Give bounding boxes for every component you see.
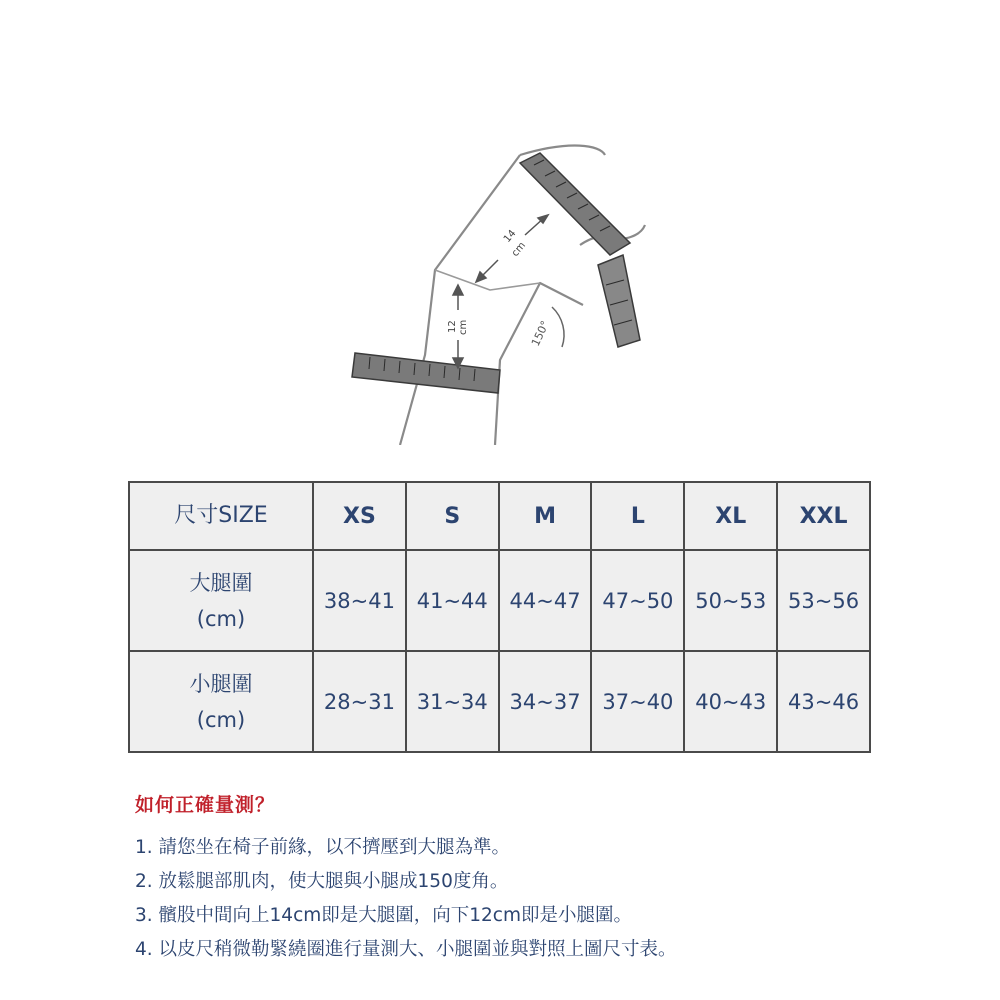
thigh-unit: (cm) [196, 606, 246, 631]
calf-value-s: 31~34 [406, 651, 499, 752]
size-xl: XL [684, 482, 777, 550]
instruction-step-2: 2. 放鬆腿部肌肉，使大腿與小腿成150度角。 [135, 871, 509, 892]
calf-label: 小腿圍 [189, 671, 253, 696]
calf-value-m: 34~37 [499, 651, 592, 752]
thigh-row [129, 550, 870, 651]
calf-value-xs: 28~31 [313, 651, 406, 752]
thigh-value-m: 44~47 [499, 550, 592, 651]
thigh-distance-label: 14 [501, 228, 519, 245]
thigh-row-label [129, 550, 313, 651]
instruction-step-1: 1. 請您坐在椅子前緣，以不擠壓到大腿為準。 [135, 837, 511, 858]
calf-value-l: 37~40 [591, 651, 684, 752]
instruction-step-4: 4. 以皮尺稍微勒緊繞圈進行量測大、小腿圍並與對照上圖尺寸表。 [135, 939, 677, 960]
calf-row [129, 651, 870, 752]
size-chart-table [128, 481, 871, 753]
thigh-tape [520, 153, 640, 347]
size-header-label: 尺寸SIZE [129, 482, 313, 550]
thigh-value-l: 47~50 [591, 550, 684, 651]
calf-unit: (cm) [196, 707, 246, 732]
thigh-distance-unit: cm [509, 240, 529, 259]
calf-row-label [129, 651, 313, 752]
calf-tape [352, 353, 500, 393]
size-l: L [591, 482, 684, 550]
instruction-step-3: 3. 髕股中間向上14cm即是大腿圍，向下12cm即是小腿圍。 [135, 905, 632, 926]
calf-value-xxl: 43~46 [777, 651, 870, 752]
thigh-value-xl: 50~53 [684, 550, 777, 651]
thigh-value-xxl: 53~56 [777, 550, 870, 651]
angle-label: 150° [528, 318, 552, 349]
thigh-label: 大腿圍 [189, 570, 253, 595]
instructions-title: 如何正確量測？ [135, 794, 276, 816]
calf-distance-label: 12 [447, 320, 458, 333]
knee-measurement-diagram [340, 125, 660, 445]
angle-arc [552, 307, 564, 347]
instruction-steps [135, 831, 677, 967]
measuring-instructions [135, 790, 677, 967]
size-s: S [406, 482, 499, 550]
thigh-value-xs: 38~41 [313, 550, 406, 651]
thigh-value-s: 41~44 [406, 550, 499, 651]
calf-value-xl: 40~43 [684, 651, 777, 752]
size-xs: XS [313, 482, 406, 550]
size-m: M [499, 482, 592, 550]
size-xxl: XXL [777, 482, 870, 550]
calf-distance-unit: cm [458, 319, 469, 335]
size-header-row [129, 482, 870, 550]
